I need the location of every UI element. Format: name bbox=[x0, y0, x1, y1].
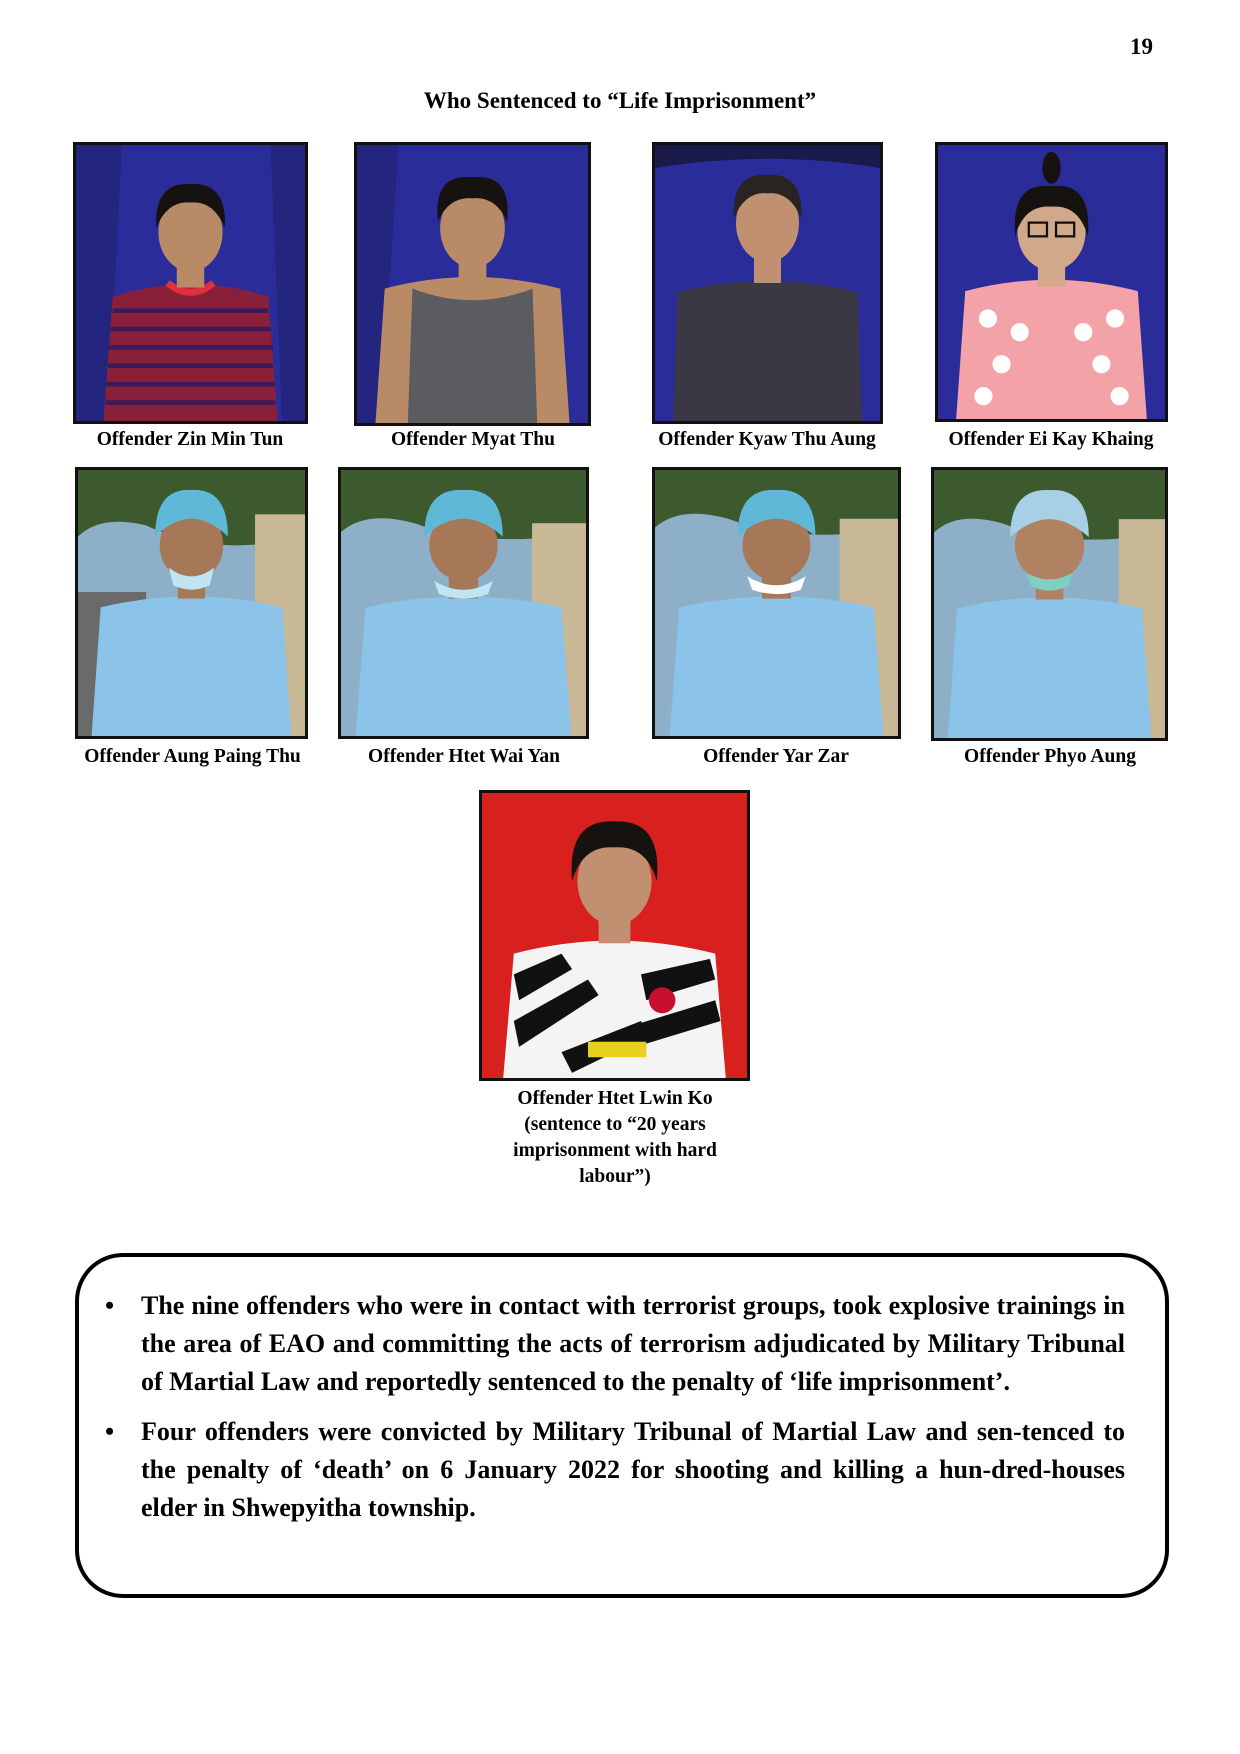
portrait-image bbox=[938, 145, 1165, 419]
caption-line: labour”) bbox=[579, 1166, 651, 1187]
caption-offender-2: Offender Myat Thu bbox=[391, 429, 555, 450]
page-title: Who Sentenced to “Life Imprisonment” bbox=[423, 88, 817, 113]
portrait-image bbox=[655, 145, 880, 421]
portrait-image bbox=[655, 470, 898, 736]
photo-offender-1 bbox=[73, 142, 308, 424]
summary-list bbox=[105, 1287, 1125, 1539]
portrait-image bbox=[341, 470, 586, 736]
photo-offender-6 bbox=[338, 467, 589, 739]
photo-offender-8 bbox=[931, 467, 1168, 741]
photo-featured-offender bbox=[479, 790, 750, 1081]
summary-box bbox=[75, 1253, 1169, 1598]
portrait-image bbox=[76, 145, 305, 421]
caption-offender-7: Offender Yar Zar bbox=[703, 746, 849, 767]
caption-offender-8: Offender Phyo Aung bbox=[964, 746, 1136, 767]
summary-bullet: • The nine offenders who were in contact with terrorist groups, took explosive trainings in the area of EAO and committing the acts of terrorism adjudicated by Military Tribunal of Martial Law and reportedly sentenced to the penalty of ‘life imprisonment’. bbox=[105, 1287, 1125, 1401]
portrait-image bbox=[482, 793, 747, 1078]
caption-line: (sentence to “20 years bbox=[524, 1114, 706, 1135]
caption-offender-1: Offender Zin Min Tun bbox=[96, 429, 284, 450]
caption-offender-6: Offender Htet Wai Yan bbox=[368, 746, 560, 767]
caption-offender-4: Offender Ei Kay Khaing bbox=[948, 429, 1154, 450]
caption-line: Offender Htet Lwin Ko bbox=[517, 1088, 713, 1109]
portrait-image bbox=[934, 470, 1165, 738]
caption-offender-3: Offender Kyaw Thu Aung bbox=[658, 429, 876, 450]
photo-offender-3 bbox=[652, 142, 883, 424]
summary-bullet: • Four offenders were convicted by Military Tribunal of Martial Law and sen-tenced to the penalty of ‘death’ on 6 January 2022 for shooting and killing a hun-dred-houses elder in Shwepyitha township. bbox=[105, 1413, 1125, 1527]
photo-offender-7 bbox=[652, 467, 901, 739]
photo-offender-2 bbox=[354, 142, 591, 426]
portrait-image bbox=[357, 145, 588, 423]
page-number: 19 bbox=[1130, 34, 1153, 59]
portrait-image bbox=[78, 470, 305, 736]
caption-offender-5: Offender Aung Paing Thu bbox=[84, 746, 301, 767]
caption-line: imprisonment with hard bbox=[513, 1140, 717, 1161]
caption-featured-offender bbox=[475, 1086, 755, 1190]
photo-offender-4 bbox=[935, 142, 1168, 422]
photo-offender-5 bbox=[75, 467, 308, 739]
